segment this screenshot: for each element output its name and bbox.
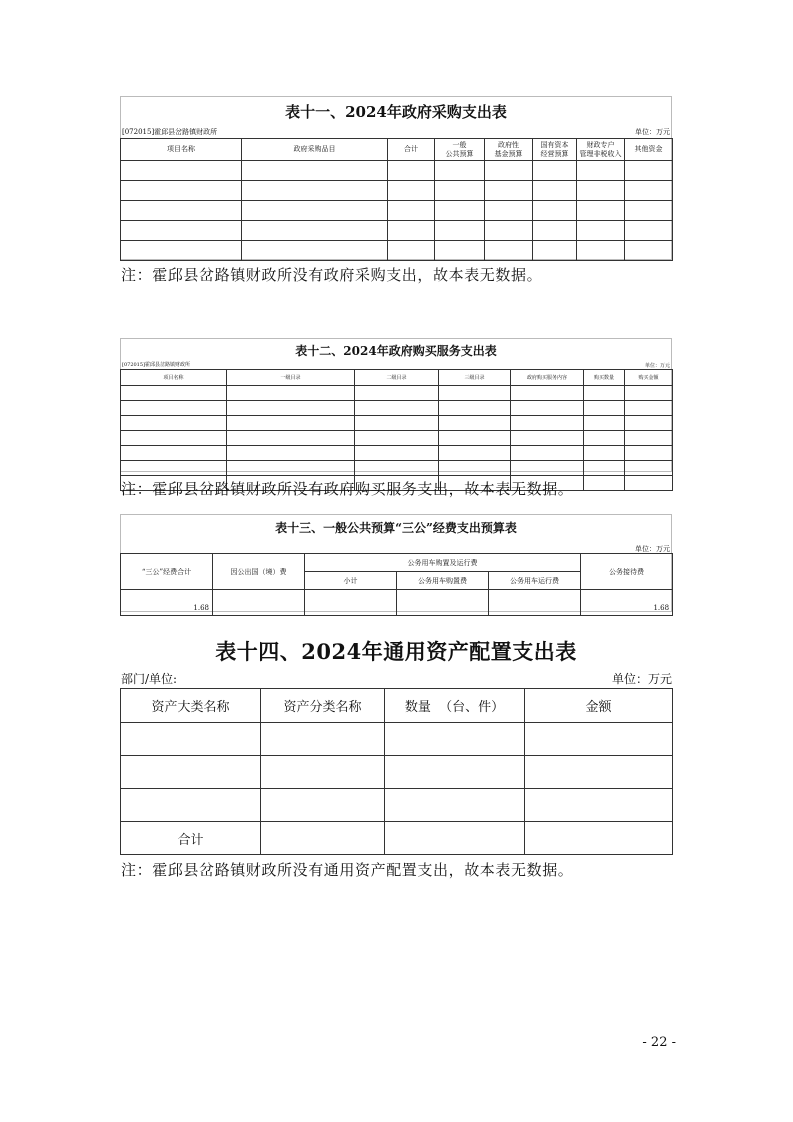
table-row <box>121 241 673 261</box>
table11-header-cell: 国有资本 经营预算 <box>533 139 577 161</box>
table13-header-purchase: 公务用车购置费 <box>397 572 489 590</box>
table14-total-label: 合计 <box>121 822 261 855</box>
table13-value-abroad <box>213 590 305 616</box>
table-row <box>121 416 673 431</box>
table14-header-cell: 金额 <box>525 689 673 723</box>
table14-title: 表十四、2024年通用资产配置支出表 <box>215 639 577 664</box>
table12-header-cell: 一级目录 <box>227 370 355 386</box>
table13-three-public-expenses-table <box>120 553 673 616</box>
table-row <box>121 161 673 181</box>
table-row <box>121 221 673 241</box>
table11-header-cell: 政府性 基金预算 <box>485 139 533 161</box>
table14-header-cell: 数量 （台、件） <box>385 689 525 723</box>
table12-header-cell: 项目名称 <box>121 370 227 386</box>
table13-header-operation: 公务用车运行费 <box>489 572 581 590</box>
table14-header-row <box>121 689 673 723</box>
table11-note: 注：霍邱县岔路镇财政所没有政府采购支出，故本表无数据。 <box>121 266 543 284</box>
table11-header-row <box>121 139 673 161</box>
table13-unit: 单位：万元 <box>635 545 670 553</box>
table11-unit: 单位：万元 <box>635 128 670 136</box>
table13-value-subtotal <box>305 590 397 616</box>
table-row <box>121 201 673 221</box>
table12-header-cell: 购买金额 <box>625 370 673 386</box>
table14-header-cell: 资产大类名称 <box>121 689 261 723</box>
table-row <box>121 431 673 446</box>
table11-header-cell: 政府采购品目 <box>242 139 388 161</box>
table-row <box>121 789 673 822</box>
table-row <box>121 590 673 616</box>
table12-title: 表十二、2024年政府购买服务支出表 <box>295 344 497 358</box>
table12-header-cell: 购买数量 <box>584 370 625 386</box>
table13-header-row <box>121 554 673 572</box>
table12-service-purchase-table <box>120 369 673 491</box>
table-row <box>121 181 673 201</box>
table13-header-abroad: 因公出国（境）费 <box>213 554 305 590</box>
table12-header-cell: 三级目录 <box>439 370 511 386</box>
table-row <box>121 446 673 461</box>
table11-procurement-table <box>120 138 673 261</box>
table13-value-total: 1.68 <box>121 590 213 616</box>
table13-header-reception: 公务接待费 <box>581 554 673 590</box>
table14-dept-label: 部门/单位: <box>121 672 178 686</box>
table14-total-row <box>121 822 673 855</box>
table13-title: 表十三、一般公共预算“三公”经费支出预算表 <box>275 521 517 535</box>
table14-header-cell: 资产分类名称 <box>261 689 385 723</box>
table12-org: [072015]霍邱县岔路镇财政所 <box>122 362 190 368</box>
table11-org: [072015]霍邱县岔路镇财政所 <box>122 128 218 136</box>
table11-header-cell: 项目名称 <box>121 139 242 161</box>
table11-header-cell: 财政专户 管理非税收入 <box>577 139 625 161</box>
table13-value-operation <box>489 590 581 616</box>
table-row <box>121 723 673 756</box>
table13-header-total: “三公”经费合计 <box>121 554 213 590</box>
table11-header-cell: 一般 公共预算 <box>435 139 485 161</box>
table11-header-cell: 合计 <box>388 139 435 161</box>
table13-value-purchase <box>397 590 489 616</box>
table-row <box>121 756 673 789</box>
page-number: - 22 - <box>642 1035 676 1050</box>
table-row <box>121 386 673 401</box>
table12-note: 注：霍邱县岔路镇财政所没有政府购买服务支出，故本表无数据。 <box>121 480 574 498</box>
table14-unit: 单位：万元 <box>611 672 672 686</box>
table11-header-cell: 其他资金 <box>625 139 673 161</box>
table14-asset-allocation-table <box>120 688 673 855</box>
table14-note: 注：霍邱县岔路镇财政所没有通用资产配置支出，故本表无数据。 <box>121 861 574 879</box>
table11-title: 表十一、2024年政府采购支出表 <box>285 103 507 121</box>
table12-header-row <box>121 370 673 386</box>
table12-unit: 单位：万元 <box>644 363 670 369</box>
table-row <box>121 461 673 476</box>
table13-header-subtotal: 小计 <box>305 572 397 590</box>
table12-header-cell: 二级目录 <box>355 370 439 386</box>
table12-header-cell: 政府购买服务内容 <box>511 370 584 386</box>
table-row <box>121 401 673 416</box>
table13-header-vehicle-group: 公务用车购置及运行费 <box>305 554 581 572</box>
table13-value-reception: 1.68 <box>581 590 673 616</box>
